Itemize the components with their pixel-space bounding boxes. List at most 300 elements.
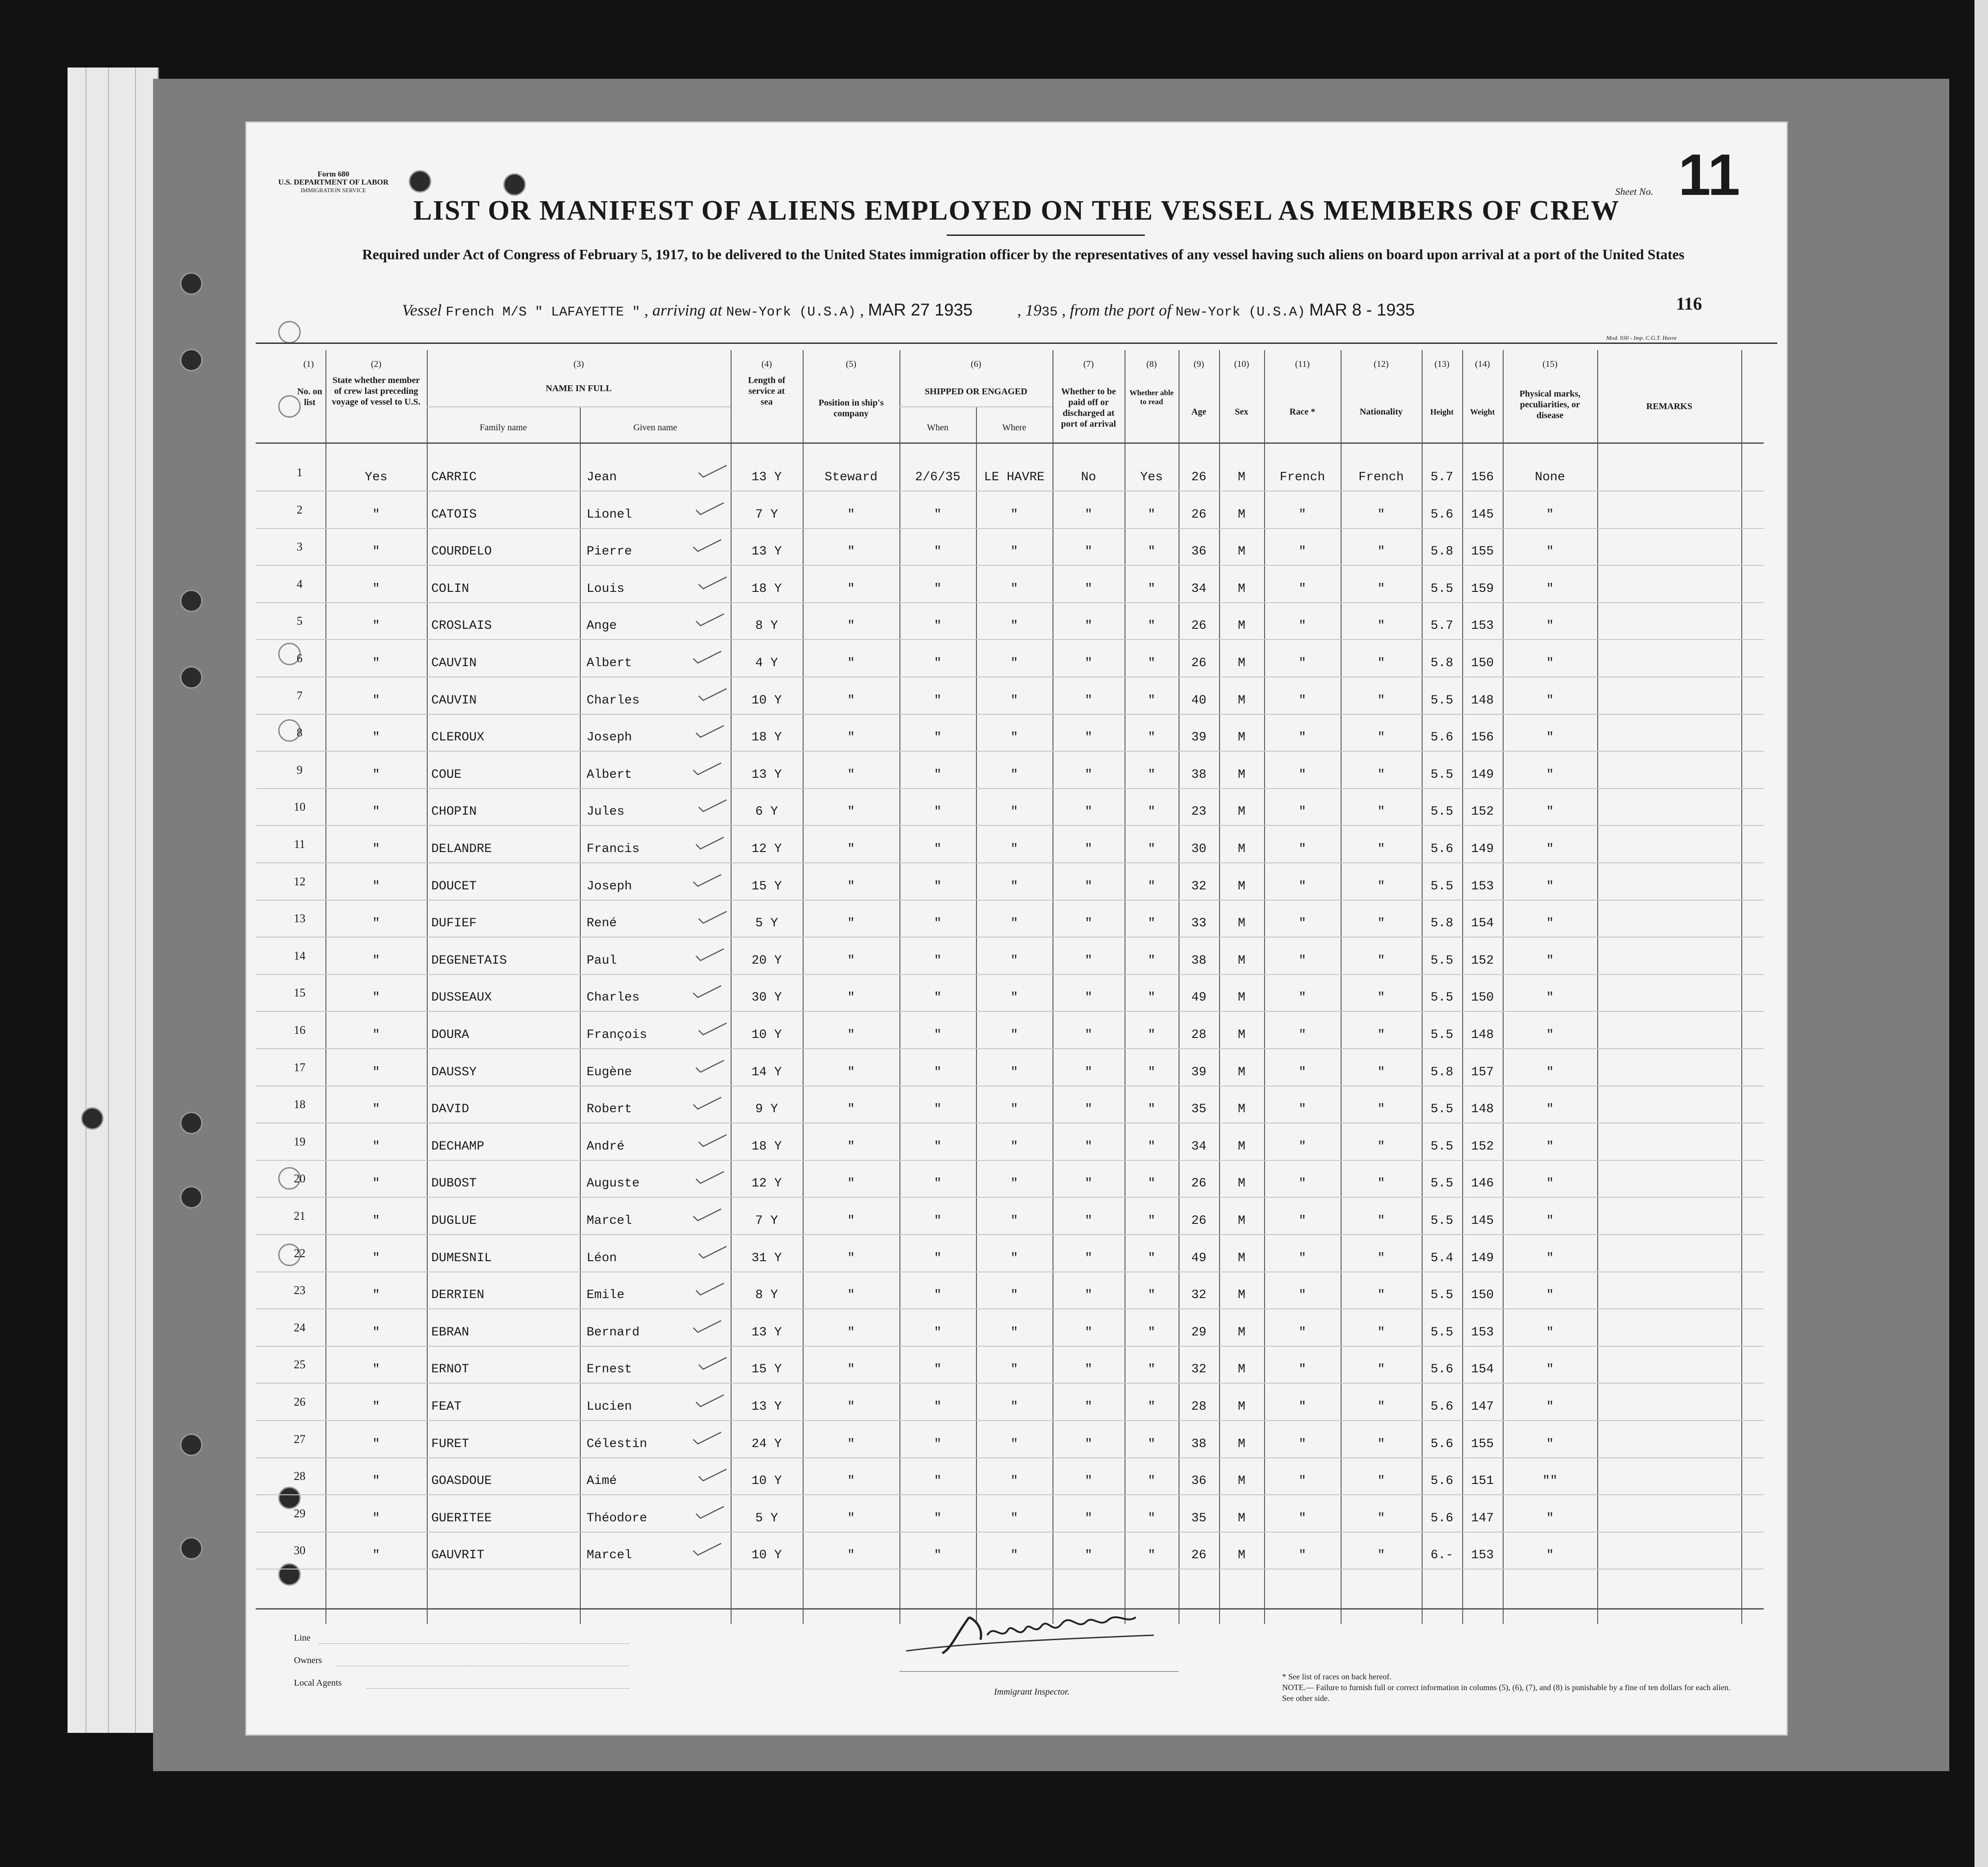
weight: 149 bbox=[1471, 767, 1494, 782]
vessel-line: Vessel French M/S " LAFAYETTE " , arriving at New-York (U.S.A) , MAR 27 1935 , 1935 , from the port of New-York (U.S.A) MAR 8 - 1935 bbox=[402, 301, 1415, 320]
family-name: CATOIS bbox=[431, 507, 477, 522]
able-to-read: " bbox=[1148, 1288, 1156, 1303]
column-divider bbox=[427, 350, 428, 1624]
age: 38 bbox=[1191, 1437, 1206, 1451]
position: " bbox=[847, 619, 855, 633]
sex: M bbox=[1238, 1214, 1246, 1228]
shipped-where: " bbox=[1010, 507, 1018, 522]
column-header: State whether member of crew last preceding voyage of vessel to U.S. bbox=[332, 375, 420, 407]
nationality: " bbox=[1377, 1511, 1385, 1525]
family-name: DUMESNIL bbox=[431, 1251, 492, 1265]
age: 26 bbox=[1191, 1548, 1206, 1563]
nationality: " bbox=[1377, 1362, 1385, 1377]
weight: 156 bbox=[1471, 731, 1494, 745]
shipped-where: LE HAVRE bbox=[984, 470, 1045, 484]
paid-off: " bbox=[1084, 1177, 1093, 1191]
length-of-service: 13 Y bbox=[751, 767, 782, 782]
previous-voyage: Yes bbox=[365, 470, 388, 484]
previous-voyage: " bbox=[372, 767, 380, 782]
able-to-read: " bbox=[1148, 879, 1156, 893]
row-number: 4 bbox=[297, 577, 303, 591]
given-name: Marcel bbox=[587, 1214, 632, 1228]
nationality: " bbox=[1377, 1325, 1385, 1339]
column-header: Weight bbox=[1470, 407, 1495, 416]
length-of-service: 20 Y bbox=[751, 953, 782, 968]
nationality: " bbox=[1377, 953, 1385, 968]
nationality: " bbox=[1377, 1474, 1385, 1488]
position: " bbox=[847, 545, 855, 559]
shipped-when: 2/6/35 bbox=[915, 470, 961, 484]
column-header: No. on list bbox=[297, 387, 322, 407]
age: 36 bbox=[1191, 545, 1206, 559]
given-name: Ange bbox=[587, 619, 617, 633]
able-to-read: " bbox=[1148, 1139, 1156, 1154]
height: 5.5 bbox=[1430, 1177, 1454, 1191]
height: 5.5 bbox=[1430, 582, 1454, 596]
row-number: 6 bbox=[297, 652, 303, 665]
height: 5.6 bbox=[1430, 1511, 1454, 1525]
paid-off: " bbox=[1084, 1102, 1093, 1117]
column-header: Age bbox=[1191, 407, 1206, 417]
row-rule bbox=[256, 1197, 1764, 1198]
nationality: " bbox=[1377, 693, 1385, 708]
height: 5.6 bbox=[1430, 1400, 1454, 1414]
binder-hole bbox=[180, 1112, 203, 1134]
race: " bbox=[1298, 842, 1306, 856]
column-header: SHIPPED OR ENGAGED bbox=[925, 387, 1027, 397]
length-of-service: 15 Y bbox=[751, 1362, 782, 1377]
shipped-when: " bbox=[934, 582, 942, 596]
physical-marks: " bbox=[1546, 1437, 1554, 1451]
folio-number: 116 bbox=[1676, 293, 1702, 314]
physical-marks: " bbox=[1546, 1548, 1554, 1563]
column-header: Length of service at sea bbox=[748, 375, 786, 407]
family-name: CARRIC bbox=[431, 470, 477, 484]
nationality: " bbox=[1377, 619, 1385, 633]
column-divider bbox=[1341, 350, 1342, 1624]
weight: 159 bbox=[1471, 582, 1494, 596]
line-field bbox=[319, 1643, 629, 1644]
race: " bbox=[1298, 1325, 1306, 1339]
shipped-when: " bbox=[934, 805, 942, 819]
paid-off: " bbox=[1084, 1362, 1093, 1377]
given-name: Célestin bbox=[587, 1437, 647, 1451]
row-rule bbox=[256, 825, 1764, 826]
column-header: Race * bbox=[1289, 407, 1315, 417]
column-subheader: Where bbox=[1002, 423, 1026, 433]
nationality: " bbox=[1377, 1548, 1385, 1563]
checkmark-icon bbox=[691, 1207, 723, 1222]
physical-marks: " bbox=[1546, 1065, 1554, 1079]
shipped-when: " bbox=[934, 1400, 942, 1414]
length-of-service: 5 Y bbox=[755, 916, 778, 931]
form-identification bbox=[278, 170, 389, 194]
age: 32 bbox=[1191, 879, 1206, 893]
given-name: François bbox=[587, 1028, 647, 1042]
weight: 153 bbox=[1471, 1548, 1494, 1563]
weight: 145 bbox=[1471, 507, 1494, 522]
race: " bbox=[1298, 582, 1306, 596]
sub-header-rule bbox=[899, 406, 1053, 407]
nationality: " bbox=[1377, 656, 1385, 670]
family-name: CHOPIN bbox=[431, 805, 477, 819]
row-number: 9 bbox=[297, 763, 303, 776]
family-name: DUBOST bbox=[431, 1177, 477, 1191]
race: " bbox=[1298, 1474, 1306, 1488]
position: " bbox=[847, 507, 855, 522]
checkmark-icon bbox=[697, 464, 728, 479]
position: " bbox=[847, 842, 855, 856]
physical-marks: " bbox=[1546, 1102, 1554, 1117]
previous-voyage: " bbox=[372, 1139, 380, 1154]
inspector-signature bbox=[902, 1608, 1172, 1658]
length-of-service: 4 Y bbox=[755, 656, 778, 670]
weight: 152 bbox=[1471, 805, 1494, 819]
shipped-where: " bbox=[1010, 1177, 1018, 1191]
column-header: Whether able to read bbox=[1129, 388, 1174, 406]
row-rule bbox=[256, 1457, 1764, 1458]
previous-voyage: " bbox=[372, 805, 380, 819]
weight: 151 bbox=[1471, 1474, 1494, 1488]
length-of-service: 13 Y bbox=[751, 470, 782, 484]
height: 5.8 bbox=[1430, 656, 1454, 670]
family-name: DOURA bbox=[431, 1028, 470, 1042]
paid-off: " bbox=[1084, 1437, 1093, 1451]
able-to-read: Yes bbox=[1140, 470, 1163, 484]
shipped-where: " bbox=[1010, 1028, 1018, 1042]
shipped-when: " bbox=[934, 1325, 942, 1339]
column-divider bbox=[731, 350, 732, 1624]
length-of-service: 10 Y bbox=[751, 1474, 782, 1488]
family-name: DUSSEAUX bbox=[431, 991, 492, 1005]
length-of-service: 5 Y bbox=[755, 1511, 778, 1525]
physical-marks: " bbox=[1546, 693, 1554, 708]
age: 49 bbox=[1191, 991, 1206, 1005]
checkmark-icon bbox=[694, 835, 726, 851]
column-divider bbox=[1422, 350, 1423, 1624]
row-rule bbox=[256, 1346, 1764, 1347]
row-rule bbox=[256, 788, 1764, 789]
arriving-label: , arriving at bbox=[644, 301, 723, 319]
race: " bbox=[1298, 1065, 1306, 1079]
age: 35 bbox=[1191, 1511, 1206, 1525]
paid-off: " bbox=[1084, 545, 1093, 559]
family-name: CROSLAIS bbox=[431, 619, 492, 633]
given-name: Emile bbox=[587, 1288, 625, 1303]
race: " bbox=[1298, 1214, 1306, 1228]
checkmark-icon bbox=[694, 1170, 726, 1185]
able-to-read: " bbox=[1148, 842, 1156, 856]
row-number: 11 bbox=[294, 838, 306, 851]
checkmark-icon bbox=[691, 984, 723, 999]
departure-port: New-York (U.S.A) bbox=[1175, 305, 1306, 320]
weight: 153 bbox=[1471, 619, 1494, 633]
position: " bbox=[847, 1288, 855, 1303]
sex: M bbox=[1238, 507, 1246, 522]
physical-marks: " bbox=[1546, 656, 1554, 670]
row-number: 8 bbox=[297, 726, 303, 740]
sub-header-rule bbox=[427, 406, 731, 407]
shipped-where: " bbox=[1010, 619, 1018, 633]
shipped-where: " bbox=[1010, 916, 1018, 931]
nationality: " bbox=[1377, 1065, 1385, 1079]
column-number: (9) bbox=[1193, 359, 1204, 369]
weight: 149 bbox=[1471, 1251, 1494, 1265]
column-divider bbox=[1741, 350, 1742, 1624]
fine-note: NOTE.— Failure to furnish full or correct information in columns (5), (6), (7), and (8) is punishable by a fine of ten dollars for each alien. See other side. bbox=[1282, 1683, 1730, 1703]
sex: M bbox=[1238, 619, 1246, 633]
immigrant-inspector-label: Immigrant Inspector. bbox=[994, 1687, 1070, 1697]
column-number: (13) bbox=[1434, 359, 1450, 369]
nationality: " bbox=[1377, 842, 1385, 856]
weight: 154 bbox=[1471, 916, 1494, 931]
able-to-read: " bbox=[1148, 1511, 1156, 1525]
checkmark-icon bbox=[694, 612, 726, 627]
position: " bbox=[847, 656, 855, 670]
shipped-when: " bbox=[934, 1065, 942, 1079]
row-rule bbox=[256, 602, 1764, 603]
row-number: 7 bbox=[297, 689, 303, 702]
height: 5.5 bbox=[1430, 1102, 1454, 1117]
sex: M bbox=[1238, 693, 1246, 708]
race: " bbox=[1298, 1548, 1306, 1563]
race: " bbox=[1298, 916, 1306, 931]
row-number: 2 bbox=[297, 503, 303, 516]
age: 26 bbox=[1191, 656, 1206, 670]
column-number: (6) bbox=[971, 359, 981, 369]
vessel-label: Vessel bbox=[402, 301, 442, 319]
nationality: " bbox=[1377, 991, 1385, 1005]
weight: 155 bbox=[1471, 1437, 1494, 1451]
shipped-where: " bbox=[1010, 1251, 1018, 1265]
binder-hole bbox=[180, 1186, 203, 1209]
length-of-service: 10 Y bbox=[751, 693, 782, 708]
row-number: 15 bbox=[294, 986, 306, 1000]
given-name: Jules bbox=[587, 805, 625, 819]
binder-hole bbox=[180, 349, 203, 371]
given-name: Marcel bbox=[587, 1548, 632, 1563]
family-name: COURDELO bbox=[431, 545, 492, 559]
binder-hole bbox=[503, 173, 526, 196]
height: 5.5 bbox=[1430, 1325, 1454, 1339]
nationality: " bbox=[1377, 1288, 1385, 1303]
position: " bbox=[847, 767, 855, 782]
weight: 148 bbox=[1471, 693, 1494, 708]
position: " bbox=[847, 1177, 855, 1191]
race: " bbox=[1298, 991, 1306, 1005]
race: " bbox=[1298, 693, 1306, 708]
shipped-when: " bbox=[934, 545, 942, 559]
position: " bbox=[847, 1065, 855, 1079]
position: " bbox=[847, 1511, 855, 1525]
shipped-where: " bbox=[1010, 842, 1018, 856]
length-of-service: 31 Y bbox=[751, 1251, 782, 1265]
shipped-when: " bbox=[934, 879, 942, 893]
race: " bbox=[1298, 1511, 1306, 1525]
shipped-when: " bbox=[934, 991, 942, 1005]
checkmark-icon bbox=[694, 1505, 726, 1520]
column-divider bbox=[1219, 350, 1220, 1624]
shipped-where: " bbox=[1010, 656, 1018, 670]
previous-voyage: " bbox=[372, 953, 380, 968]
row-rule bbox=[256, 900, 1764, 901]
nationality: " bbox=[1377, 1400, 1385, 1414]
race: " bbox=[1298, 767, 1306, 782]
able-to-read: " bbox=[1148, 1437, 1156, 1451]
given-name: Lucien bbox=[587, 1400, 632, 1414]
nationality: " bbox=[1377, 731, 1385, 745]
column-header: Physical marks, peculiarities, or disease bbox=[1519, 389, 1581, 420]
paid-off: " bbox=[1084, 656, 1093, 670]
age: 40 bbox=[1191, 693, 1206, 708]
row-number: 24 bbox=[294, 1321, 306, 1334]
position: " bbox=[847, 1474, 855, 1488]
sex: M bbox=[1238, 1102, 1246, 1117]
race: " bbox=[1298, 805, 1306, 819]
previous-voyage: " bbox=[372, 1437, 380, 1451]
age: 28 bbox=[1191, 1028, 1206, 1042]
shipped-when: " bbox=[934, 1288, 942, 1303]
length-of-service: 24 Y bbox=[751, 1437, 782, 1451]
local-agents-label: Local Agents bbox=[294, 1678, 342, 1688]
age: 39 bbox=[1191, 1065, 1206, 1079]
race: " bbox=[1298, 731, 1306, 745]
shipped-where: " bbox=[1010, 1139, 1018, 1154]
nationality: " bbox=[1377, 916, 1385, 931]
row-number: 28 bbox=[294, 1470, 306, 1483]
age: 26 bbox=[1191, 1177, 1206, 1191]
checkmark-icon bbox=[697, 1467, 728, 1483]
row-rule bbox=[256, 1532, 1764, 1533]
shipped-when: " bbox=[934, 1548, 942, 1563]
column-divider bbox=[1503, 350, 1504, 1624]
previous-voyage: " bbox=[372, 582, 380, 596]
family-name: GUERITEE bbox=[431, 1511, 492, 1525]
column-number: (8) bbox=[1146, 359, 1157, 369]
checkmark-icon bbox=[691, 1096, 723, 1111]
race: " bbox=[1298, 1288, 1306, 1303]
physical-marks: " bbox=[1546, 805, 1554, 819]
checkmark-icon bbox=[691, 649, 723, 665]
column-divider bbox=[1597, 350, 1598, 1624]
given-name: Léon bbox=[587, 1251, 617, 1265]
previous-voyage: " bbox=[372, 731, 380, 745]
age: 36 bbox=[1191, 1474, 1206, 1488]
family-name: GOASDOUE bbox=[431, 1474, 492, 1488]
able-to-read: " bbox=[1148, 731, 1156, 745]
binder-hole bbox=[409, 170, 431, 193]
given-name: Auguste bbox=[587, 1177, 640, 1191]
physical-marks: " bbox=[1546, 1251, 1554, 1265]
physical-marks: " bbox=[1546, 1400, 1554, 1414]
sex: M bbox=[1238, 842, 1246, 856]
row-rule bbox=[256, 714, 1764, 715]
given-name: Francis bbox=[587, 842, 640, 856]
paid-off: " bbox=[1084, 582, 1093, 596]
column-subheader: When bbox=[927, 423, 949, 433]
checkmark-icon bbox=[697, 575, 728, 591]
race: " bbox=[1298, 879, 1306, 893]
row-number: 23 bbox=[294, 1284, 306, 1297]
length-of-service: 7 Y bbox=[755, 1214, 778, 1228]
able-to-read: " bbox=[1148, 693, 1156, 708]
header-rule bbox=[256, 343, 1777, 344]
shipped-where: " bbox=[1010, 582, 1018, 596]
length-of-service: 18 Y bbox=[751, 731, 782, 745]
row-number: 30 bbox=[294, 1544, 306, 1557]
shipped-when: " bbox=[934, 953, 942, 968]
age: 34 bbox=[1191, 1139, 1206, 1154]
able-to-read: " bbox=[1148, 1214, 1156, 1228]
length-of-service: 10 Y bbox=[751, 1028, 782, 1042]
checkmark-icon bbox=[691, 1542, 723, 1557]
shipped-when: " bbox=[934, 1437, 942, 1451]
able-to-read: " bbox=[1148, 619, 1156, 633]
checkmark-icon bbox=[697, 1356, 728, 1371]
row-rule bbox=[256, 1086, 1764, 1087]
position: " bbox=[847, 916, 855, 931]
age: 23 bbox=[1191, 805, 1206, 819]
nationality: " bbox=[1377, 879, 1385, 893]
column-number: (1) bbox=[303, 359, 314, 369]
age: 26 bbox=[1191, 507, 1206, 522]
length-of-service: 18 Y bbox=[751, 582, 782, 596]
arrival-port: New-York (U.S.A) bbox=[726, 305, 856, 320]
height: 5.5 bbox=[1430, 991, 1454, 1005]
binder-hole bbox=[278, 321, 301, 343]
physical-marks: " bbox=[1546, 582, 1554, 596]
row-rule bbox=[256, 1234, 1764, 1235]
given-name: Charles bbox=[587, 991, 640, 1005]
able-to-read: " bbox=[1148, 1474, 1156, 1488]
given-name: Eugène bbox=[587, 1065, 632, 1079]
row-rule bbox=[256, 1420, 1764, 1421]
underlying-pages bbox=[68, 68, 159, 1733]
given-name: Charles bbox=[587, 693, 640, 708]
service-name: IMMIGRATION SERVICE bbox=[300, 187, 366, 194]
length-of-service: 13 Y bbox=[751, 1400, 782, 1414]
physical-marks: " bbox=[1546, 1139, 1554, 1154]
position: " bbox=[847, 991, 855, 1005]
weight: 148 bbox=[1471, 1028, 1494, 1042]
able-to-read: " bbox=[1148, 953, 1156, 968]
shipped-when: " bbox=[934, 1102, 942, 1117]
row-number: 19 bbox=[294, 1135, 306, 1148]
column-number: (4) bbox=[761, 359, 772, 369]
able-to-read: " bbox=[1148, 656, 1156, 670]
nationality: " bbox=[1377, 1177, 1385, 1191]
family-name: DOUCET bbox=[431, 879, 477, 893]
checkmark-icon bbox=[691, 873, 723, 888]
position: Steward bbox=[824, 470, 878, 484]
physical-marks: " bbox=[1546, 767, 1554, 782]
family-name: FURET bbox=[431, 1437, 470, 1451]
weight: 154 bbox=[1471, 1362, 1494, 1377]
shipped-where: " bbox=[1010, 1511, 1018, 1525]
able-to-read: " bbox=[1148, 1028, 1156, 1042]
sex: M bbox=[1238, 1251, 1246, 1265]
weight: 156 bbox=[1471, 470, 1494, 484]
shipped-where: " bbox=[1010, 1102, 1018, 1117]
previous-voyage: " bbox=[372, 1028, 380, 1042]
paid-off: " bbox=[1084, 879, 1093, 893]
height: 5.5 bbox=[1430, 1214, 1454, 1228]
sex: M bbox=[1238, 470, 1246, 484]
sex: M bbox=[1238, 879, 1246, 893]
physical-marks: " bbox=[1546, 916, 1554, 931]
given-name: Joseph bbox=[587, 731, 632, 745]
race: " bbox=[1298, 507, 1306, 522]
